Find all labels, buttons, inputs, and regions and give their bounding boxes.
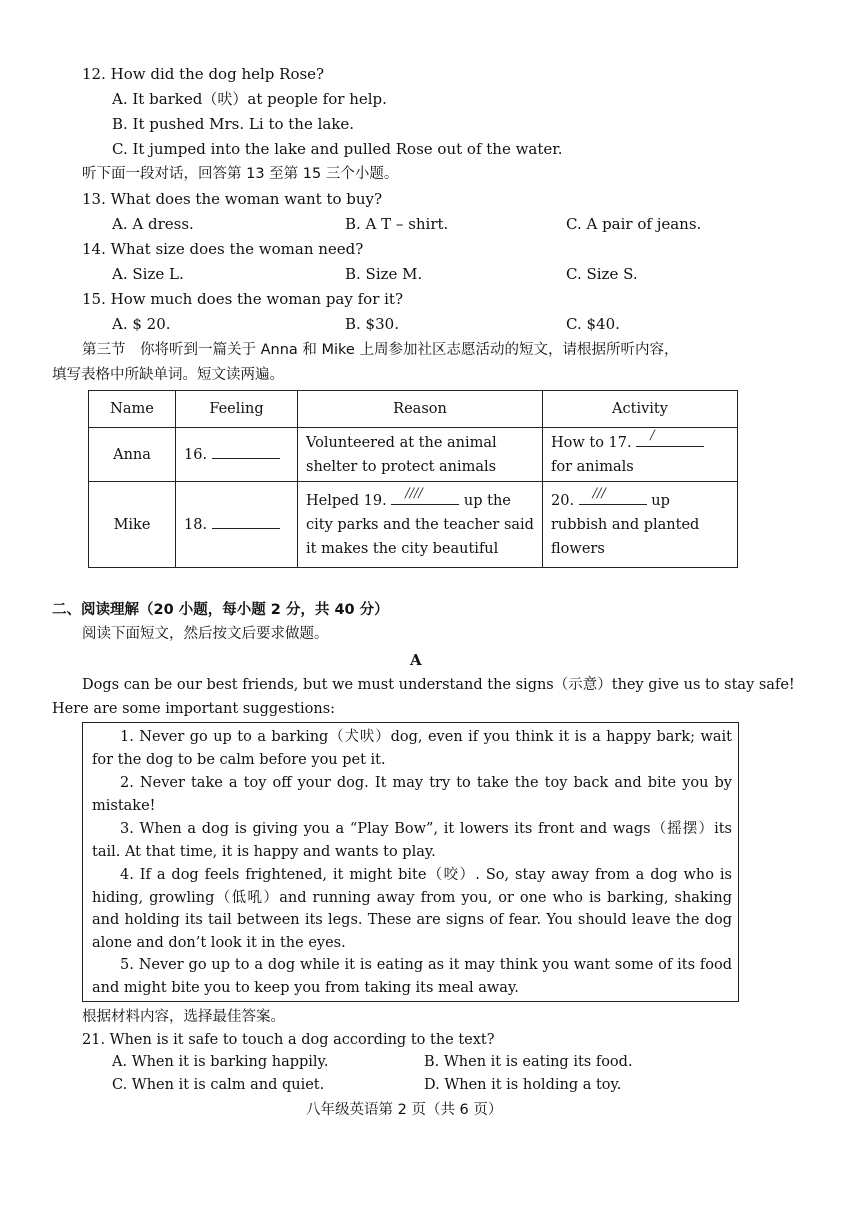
table-row [89, 482, 738, 568]
listening-table [88, 390, 738, 568]
question-13-option-b: B. A T – shirt. [345, 215, 449, 233]
question-12-option-a: A. It barked（吠）at people for help. [112, 90, 387, 108]
blank-20-number: 20. [551, 493, 575, 509]
row-anna-activity [543, 428, 738, 482]
row-anna-name: Anna [89, 428, 176, 482]
question-12-option-b: B. It pushed Mrs. Li to the lake. [112, 115, 355, 133]
listening-instruction: 听下面一段对话，回答第 13 至第 15 三个小题。 [82, 166, 399, 182]
row-mike-reason-rest: up the city parks and the teacher said it makes the city beautiful [306, 493, 534, 557]
suggestion-2: 2. Never take a toy off your dog. It may try to take the toy back and bite you by mistake! [92, 775, 732, 814]
question-21-option-b: B. When it is eating its food. [424, 1054, 633, 1070]
question-15-option-b: B. $30. [345, 315, 399, 333]
row-mike-name: Mike [89, 482, 176, 568]
part-2-title: 二、阅读理解（20 小题，每小题 2 分，共 40 分） [52, 602, 389, 618]
row-anna-reason: Volunteered at the animal shelter to protect animals [298, 428, 543, 482]
question-13-stem: 13. What does the woman want to buy? [82, 190, 383, 208]
row-mike-activity [543, 482, 738, 568]
passage-label: A [410, 651, 422, 669]
suggestion-4: 4. If a dog feels frightened, it might bite（咬）. So, stay away from a dog who is hiding, growling（低吼）and running away from you, or one who is barking, shaking and holding its tail between its legs. These are signs of fear. You should leave the dog alone and don’t look it in the eyes. [92, 867, 732, 951]
table-row [89, 428, 738, 482]
passage-intro-line-2: Here are some important suggestions: [52, 701, 336, 717]
header-reason: Reason [298, 391, 543, 428]
header-name: Name [89, 391, 176, 428]
blank-16 [212, 442, 280, 459]
blank-18 [212, 512, 280, 529]
blank-19 [391, 488, 459, 505]
question-13-option-a: A. A dress. [112, 215, 194, 233]
blank-17-number: How to 17. [551, 435, 632, 451]
question-12-option-c: C. It jumped into the lake and pulled Rose out of the water. [112, 140, 563, 158]
section-3-instruction-line-1: 第三节 你将听到一篇关于 Anna 和 Mike 上周参加社区志愿活动的短文，请根据所听内容， [82, 342, 679, 358]
row-anna-activity-rest: for animals [551, 459, 634, 475]
row-mike-activity-rest: up rubbish and planted flowers [551, 493, 700, 557]
header-activity: Activity [543, 391, 738, 428]
suggestion-5: 5. Never go up to a dog while it is eating as it may think you want some of its food and might bite you to keep you from taking its meal away. [92, 957, 732, 996]
blank-16-number: 16. [184, 447, 208, 463]
question-14-option-a: A. Size L. [112, 265, 184, 283]
question-14-option-b: B. Size M. [345, 265, 423, 283]
question-15-option-c: C. $40. [566, 315, 620, 333]
section-3-instruction-line-2: 填写表格中所缺单词。短文读两遍。 [52, 367, 284, 383]
part-2-instruction: 阅读下面短文，然后按文后要求做题。 [82, 626, 329, 642]
question-15-stem: 15. How much does the woman pay for it? [82, 290, 404, 308]
question-14-stem: 14. What size does the woman need? [82, 240, 364, 258]
blank-20 [579, 488, 647, 505]
row-mike-feeling [176, 482, 298, 568]
row-anna-feeling [176, 428, 298, 482]
blank-17 [636, 430, 704, 447]
question-15-option-a: A. $ 20. [112, 315, 171, 333]
passage-intro-line-1: Dogs can be our best friends, but we must understand the signs（示意）they give us to stay safe! [82, 677, 795, 693]
suggestion-1: 1. Never go up to a barking（犬吠）dog, even if you think it is a happy bark; wait for the dog to be calm before you pet it. [92, 729, 732, 768]
blank-18-number: 18. [184, 517, 208, 533]
blank-19-number: Helped 19. [306, 493, 387, 509]
question-21-option-d: D. When it is holding a toy. [424, 1077, 622, 1093]
page-footer: 八年级英语第 2 页（共 6 页） [306, 1102, 503, 1118]
table-header-row [89, 391, 738, 428]
header-feeling: Feeling [176, 391, 298, 428]
question-21-option-a: A. When it is barking happily. [112, 1054, 329, 1070]
question-21-option-c: C. When it is calm and quiet. [112, 1077, 325, 1093]
suggestion-3: 3. When a dog is giving you a “Play Bow”, it lowers its front and wags（摇摆）its tail. At that time, it is happy and wants to play. [92, 821, 732, 860]
row-mike-reason [298, 482, 543, 568]
question-21-stem: 21. When is it safe to touch a dog according to the text? [82, 1032, 495, 1048]
question-13-option-c: C. A pair of jeans. [566, 215, 702, 233]
choose-instruction: 根据材料内容，选择最佳答案。 [82, 1009, 285, 1025]
question-12-stem: 12. How did the dog help Rose? [82, 65, 325, 83]
question-14-option-c: C. Size S. [566, 265, 638, 283]
